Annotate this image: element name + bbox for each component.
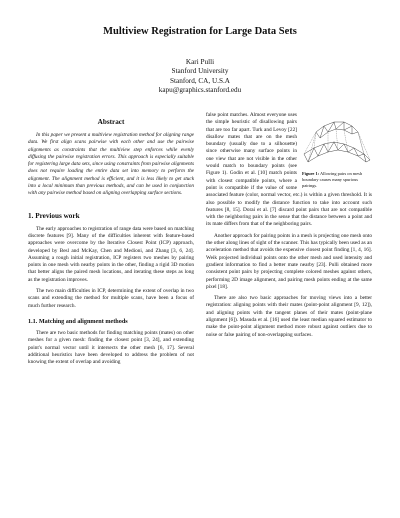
paragraph: The early approaches to registration of range data were based on matching discrete features [9]. Many of the difficulties inherent with feature-based approaches were overcome by the Iterative Closest Point (ICP) approach, developed by Besl and McKay, Chen and Medioni, and Zhang [3, 6, 24]. Assuming a rough initial registration, ICP registers two meshes by pairing points in one mesh with nearby points in the other, finding a rigid 3D motion that better aligns the paired mesh locations, and iterating these steps as long as the registration improves. xyxy=(28,225,194,283)
author-name: Kari Pulli xyxy=(185,58,215,66)
figure-caption xyxy=(302,171,372,188)
author-affiliation: Stanford University xyxy=(171,67,229,76)
figure-caption-text: Allowing pairs on mesh boundary causes many spurious pairings. xyxy=(302,171,363,188)
paragraph: Another approach for pairing points in a mesh is projecting one mesh onto the other along lines of sight of the scanner. This has typically been used as an acceleration method that avoids the expensive closest point finding [1, 4, 16]. Weik projected individual points onto the other mesh and used intensity and gradient information to find a better mate nearby [23]. Pulli obtained more consistent point pairs by projecting complete colored meshes against others, performing 2D image alignment, and pairing mesh points ending at the same pixel [18]. xyxy=(206,232,372,290)
section-heading-previous-work: 1. Previous work xyxy=(28,211,80,220)
author-block xyxy=(0,58,400,96)
author-location: Stanford, CA, U.S.A xyxy=(170,76,230,85)
author-email: kapu@graphics.stanford.edu xyxy=(158,86,242,95)
paragraph: The two main difficulties in ICP, determining the extent of overlap in two scans and extending the method for multiple scans, have been a focus of much further research. xyxy=(28,288,194,309)
mesh-boundary-diagram-icon xyxy=(302,114,372,168)
abstract-heading: Abstract xyxy=(97,118,125,126)
figure-caption-label: Figure 1: xyxy=(302,171,320,176)
figure-1 xyxy=(302,114,372,188)
right-column xyxy=(206,112,372,343)
paragraph: false point matches. Almost everyone uses the simple heuristic of disallowing pairs that are too far apart. Turk and Levoy [22] disallow mates that are on the mesh boundary (usually due to a silhouette) since otherwise many surface points in one view that are not visible in the other would match to boundary points (see Figure 1). Godin et al. [10] match points with closest compatible points, where a point is compatible if the value of some associated feature (color, normal vector, etc.) is within a given threshold. It is also possible to modify the distance function to take into account such features [8, 15]. Dorai et al. [7] discard point pairs that are not compatible with the neighboring pairs in the sense that the distance between a point and its mate differs from that of the neighboring pairs. xyxy=(206,112,372,228)
subsection-heading-matching: 1.1. Matching and alignment methods xyxy=(28,317,128,325)
abstract-text: In this paper we present a multiview registration method for aligning range data. We first align scans pairwise with each other and use the pairwise alignments as constraints that the multiview step enforces while evenly diffusing the pairwise registration errors. This approach is especially suitable for registering large data sets, since using constraints from pairwise alignments does not require loading the entire data set into memory to perform the alignment. The alignment method is efficient, and it is less likely to get stuck into a local minimum than previous methods, and can be used in conjunction with any pairwise method based on aligning overlapping surface sections. xyxy=(28,132,194,197)
left-column xyxy=(28,118,194,370)
paragraph: There are two basic methods for finding matching points (mates) on other meshes for a given mesh: finding the closest point [3, 24], and extending point's normal vector until it intersects the other mesh [6, 17]. Several additional heuristics have been developed to address the problem of not knowing the extent of overlap and avoiding xyxy=(28,329,194,366)
paper-title: Multiview Registration for Large Data Sets xyxy=(103,26,297,37)
paragraph: There are also two basic approaches for moving views into a better registration: aligning points with their mates (point-point alignment [9, 12]), and aligning points with the tangent planes of their mates (point-plane alignment [6]). Masuda et al. [16] used the least median squared estimator to make the point-point alignment method more robust against outliers due to noise or false pairing of non-overlapping surfaces. xyxy=(206,295,372,338)
